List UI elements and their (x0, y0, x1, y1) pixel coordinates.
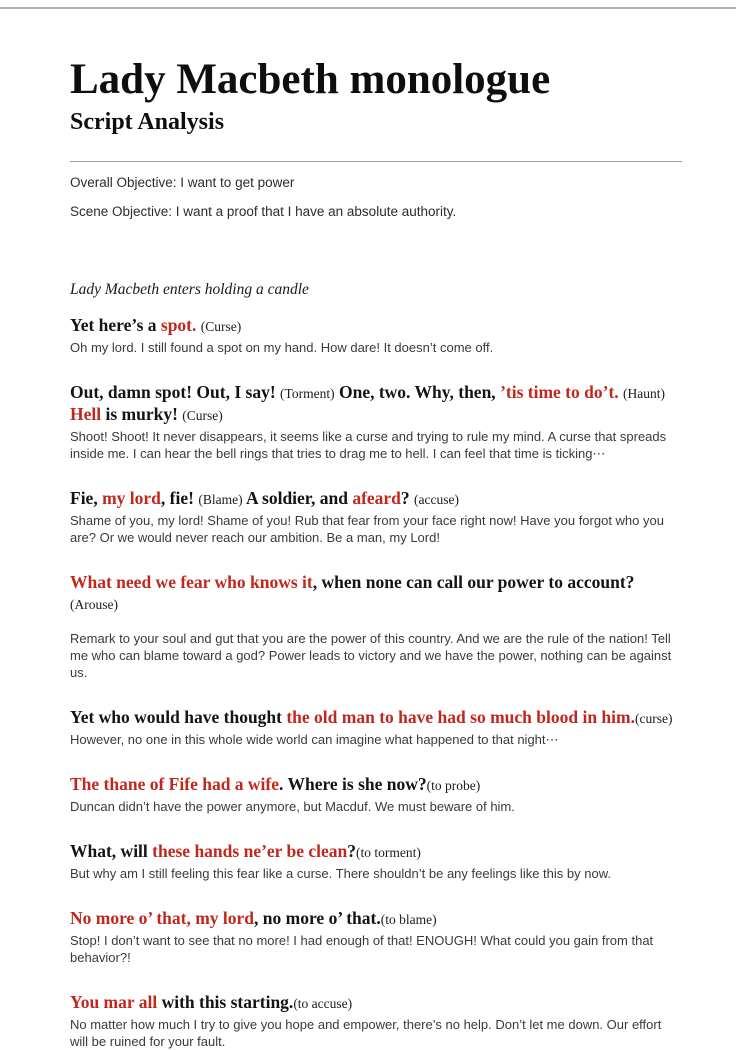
script-section (70, 382, 682, 462)
heading-action-note: (to probe) (426, 778, 481, 794)
section-analysis: Remark to your soul and gut that you are the power of this country. And we are the rule of the nation! Tell me who can blame toward a god? Power leads to victory and we have the power, nothing can be against us. (70, 631, 672, 681)
script-section (70, 841, 682, 882)
document (70, 57, 682, 1050)
section-analysis: However, no one in this whole wide world can imagine what happened to that night⋯ (70, 732, 559, 748)
heading-highlight: No more o’ that, my lord (70, 908, 255, 929)
heading-highlight: the old man to have had so much blood in him. (286, 707, 635, 728)
script-section (70, 992, 682, 1050)
script-section (70, 774, 682, 815)
heading-text: ? (400, 488, 415, 509)
section-heading (70, 488, 682, 510)
heading-text: Out, damn spot! Out, I say! (70, 382, 281, 403)
heading-text: Fie, (70, 488, 103, 509)
heading-action-note: (Curse) (182, 408, 223, 424)
section-analysis: Stop! I don’t want to see that no more! I had enough of that! ENOUGH! What could you gain from that behavior?! (70, 933, 654, 966)
section-analysis: Duncan didn’t have the power anymore, but Macduf. We must beware of him. (70, 799, 515, 815)
section-analysis: Shame of you, my lord! Shame of you! Rub that fear from your face right now! Have you forgot who you are? Or we would never reach our ambition. Be a man, my Lord! (70, 513, 664, 546)
heading-highlight: my lord (102, 488, 161, 509)
scene-objective: Scene Objective: I want a proof that I have an absolute authority. (70, 204, 457, 220)
heading-text: , when none can call our power to account? (312, 572, 635, 593)
heading-highlight: afeard (352, 488, 401, 509)
heading-highlight: ’tis time to do’t. (500, 382, 619, 403)
section-heading (70, 572, 682, 615)
script-section (70, 572, 682, 681)
heading-action-note: (Curse) (200, 319, 242, 335)
heading-action-note: (Torment) (280, 386, 335, 402)
section-heading (70, 908, 682, 930)
sections-container (70, 315, 682, 1050)
heading-action-note: (Haunt) (623, 386, 665, 402)
section-heading (70, 992, 682, 1014)
page-subtitle: Script Analysis (70, 109, 225, 136)
heading-highlight: You mar all (70, 992, 158, 1013)
heading-text: is murky! (101, 404, 183, 425)
section-heading (70, 841, 682, 863)
section-analysis: Shoot! Shoot! It never disappears, it seems like a curse and trying to rule my mind. A curse that spreads inside me. I can hear the bell rings that tries to drag me to hell. I can feel that time is ticking⋯ (70, 429, 667, 462)
heading-text: ? (347, 841, 357, 862)
window-top-edge (0, 0, 736, 9)
section-analysis: Oh my lord. I still found a spot on my hand. How dare! It doesn’t come off. (70, 340, 494, 356)
section-analysis: No matter how much I try to give you hope and empower, there’s no help. Don’t let me down. Our effort will be ruined for your fault. (70, 1017, 662, 1050)
section-heading (70, 774, 682, 796)
heading-action-note: (Arouse) (70, 597, 118, 613)
heading-highlight: The thane of Fife had a wife (70, 774, 280, 795)
script-section (70, 488, 682, 546)
overall-objective: Overall Objective: I want to get power (70, 175, 295, 191)
heading-highlight: spot. (160, 315, 197, 336)
heading-action-note: (to torment) (356, 845, 421, 861)
section-heading (70, 315, 682, 337)
section-heading (70, 707, 682, 729)
heading-action-note: (to accuse) (293, 996, 353, 1012)
heading-text: What, will (70, 841, 153, 862)
heading-highlight: What need we fear who knows it (70, 572, 313, 593)
heading-action-note: (curse) (634, 711, 673, 727)
page-title: Lady Macbeth monologue (70, 56, 551, 103)
script-section (70, 315, 682, 356)
divider (70, 161, 682, 162)
heading-highlight: Hell (70, 404, 102, 425)
heading-highlight: these hands ne’er be clean (152, 841, 348, 862)
heading-action-note: (accuse) (414, 492, 460, 508)
section-heading (70, 382, 682, 426)
heading-text: with this starting. (157, 992, 294, 1013)
heading-text: . Where is she now? (279, 774, 427, 795)
heading-text: Yet who would have thought (70, 707, 287, 728)
heading-action-note: (to blame) (380, 912, 437, 928)
section-analysis: But why am I still feeling this fear like a curse. There shouldn’t be any feelings like this by now. (70, 866, 611, 882)
heading-action-note: (Blame) (198, 492, 243, 508)
script-section (70, 707, 682, 748)
heading-text: One, two. Why, then, (334, 382, 501, 403)
heading-text: , fie! (160, 488, 199, 509)
heading-text: A soldier, and (242, 488, 353, 509)
script-section (70, 908, 682, 966)
heading-text: Yet here’s a (70, 315, 161, 336)
heading-text: , no more o’ that. (254, 908, 381, 929)
stage-direction: Lady Macbeth enters holding a candle (70, 281, 309, 299)
